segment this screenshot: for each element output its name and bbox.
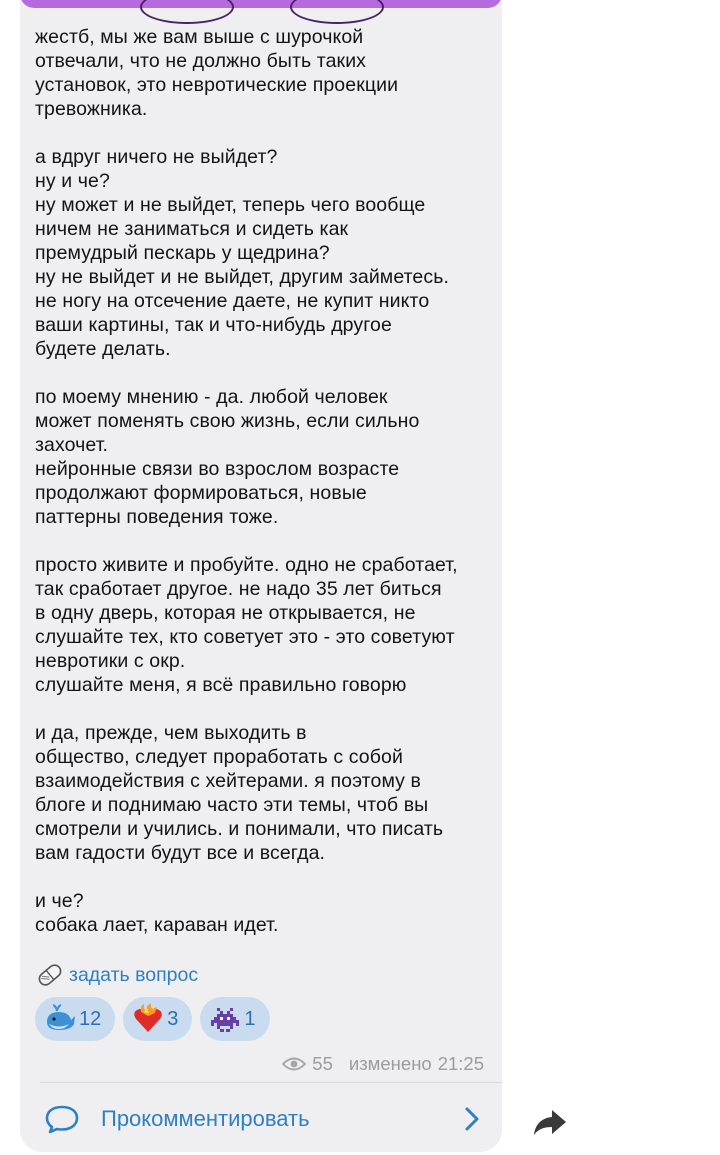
- speech-bubble-icon: [44, 1104, 80, 1134]
- comment-button[interactable]: [20, 1090, 502, 1146]
- message-bubble: [20, 0, 502, 1152]
- message-paragraph: и да, прежде, чем выходить в общество, следует проработать с собой взаимодействия с хейтерами. я поэтому в блоге и поднимаю часто эти темы, чтоб вы смотрели и учились. и понимали, что писать вам гадости будут все и всегда.: [35, 722, 444, 864]
- message-paragraph: и че? собака лает, караван идет.: [35, 890, 279, 936]
- reaction-whale[interactable]: [35, 997, 115, 1041]
- reactions-bar: [35, 997, 270, 1041]
- paperclip-pill-icon: [35, 960, 65, 990]
- edited-label: изменено: [348, 1053, 432, 1074]
- share-arrow-icon[interactable]: [530, 1102, 570, 1142]
- media-decoration: [140, 0, 234, 24]
- message-paragraph: по моему мнению - да. любой человек может поменять свою жизнь, если сильно захочет. нейронные связи во взрослом возрасте продолжают формироваться, новые паттерны поведения тоже.: [35, 386, 420, 528]
- message-paragraph: жестб, мы же вам выше с шурочкой отвечали, что не должно быть таких установок, это невротические проекции тревожника.: [35, 26, 399, 120]
- divider: [40, 1082, 502, 1083]
- reaction-count: 3: [167, 1007, 179, 1030]
- message-meta: [282, 1053, 484, 1075]
- chevron-right-icon: [464, 1106, 480, 1132]
- message-text: [35, 25, 495, 937]
- space-invader-emoji: [208, 1002, 242, 1036]
- message-time: 21:25: [437, 1053, 484, 1074]
- reaction-heart-on-fire[interactable]: [123, 997, 192, 1041]
- reaction-count: 1: [244, 1007, 256, 1030]
- whale-emoji: [43, 1002, 77, 1036]
- media-decoration: [290, 0, 384, 24]
- ask-question-label: задать вопрос: [69, 963, 199, 986]
- message-paragraph: просто живите и пробуйте. одно не сработает, так сработает другое. не надо 35 лет биться в одну дверь, которая не открывается, не слушайте тех, кто советует это - это советуют невротики с окр. слушайте меня, я всё правильно говорю: [35, 554, 458, 696]
- media-image-bottom[interactable]: [20, 0, 502, 8]
- reaction-space-invader[interactable]: [200, 997, 269, 1041]
- view-count: 55: [312, 1053, 333, 1074]
- message-paragraph: а вдруг ничего не выйдет? ну и че? ну может и не выйдет, теперь чего вообще ничем не заниматься и сидеть как премудрый пескарь у щедрина? ну не выйдет и не выйдет, другим займетесь. не ногу на отсечение даете, не купит никто ваши картины, так и что-нибудь другое будете делать.: [35, 146, 449, 360]
- comment-label: Прокомментировать: [101, 1106, 310, 1131]
- reaction-count: 12: [79, 1007, 102, 1030]
- eye-icon: [282, 1056, 306, 1072]
- ask-question-link[interactable]: [35, 960, 198, 990]
- heart-on-fire-emoji: [131, 1002, 165, 1036]
